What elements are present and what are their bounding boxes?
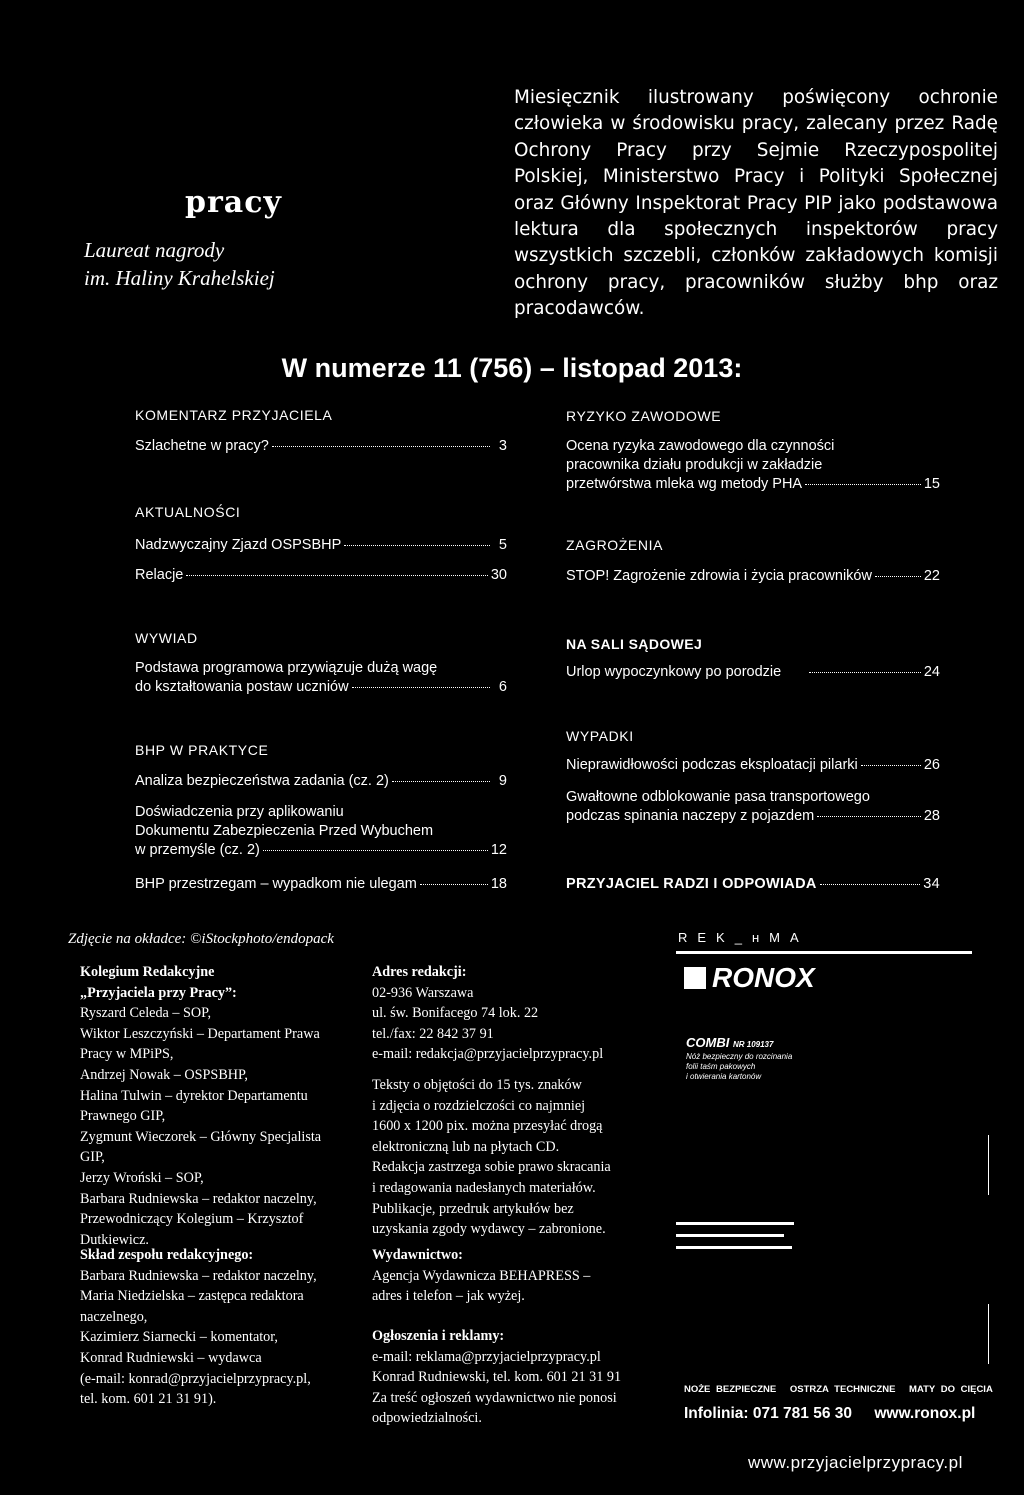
- advertising-line: odpowiedzialności.: [372, 1410, 482, 1427]
- editorial-team-heading: Skład zespołu redakcyjnego:: [80, 1247, 254, 1263]
- toc-item[interactable]: [135, 536, 507, 555]
- rules-line: 1600 x 1200 pix. można przesyłać drogą: [372, 1118, 603, 1135]
- award-note: [84, 236, 334, 292]
- toc-item-title: Relacje: [135, 567, 184, 583]
- team-line: Kazimierz Siarnecki – komentator,: [80, 1329, 278, 1346]
- product-description: [686, 1052, 792, 1082]
- board-line: GIP,: [80, 1149, 105, 1166]
- toc-item-page: 34: [923, 876, 940, 892]
- advertising-contact: [372, 1326, 652, 1429]
- toc-item-title: STOP! Zagrożenie zdrowia i życia pracowników: [566, 568, 872, 584]
- toc-item-title-line: Podstawa programowa przywiązuje dużą wagę: [135, 660, 438, 676]
- address-line: tel./fax: 22 842 37 91: [372, 1025, 494, 1042]
- address-line: ul. św. Bonifacego 74 lok. 22: [372, 1005, 539, 1022]
- publisher-heading: Wydawnictwo:: [372, 1247, 463, 1263]
- publisher: [372, 1245, 652, 1307]
- toc-item-page: 12: [490, 842, 507, 858]
- toc-item-title: Urlop wypoczynkowy po porodzie: [566, 664, 782, 680]
- ad-divider: [676, 951, 972, 954]
- ronox-logo: [684, 962, 815, 994]
- toc-item-page: 24: [923, 664, 940, 680]
- toc-item[interactable]: [566, 756, 940, 775]
- publisher-line: adres i telefon – jak wyżej.: [372, 1288, 525, 1305]
- board-line: Barbara Rudniewska – redaktor naczelny,: [80, 1190, 317, 1207]
- toc-item-title: Nieprawidłowości podczas eksploatacji pilarki: [566, 757, 858, 773]
- rules-line: Redakcja zastrzega sobie prawo skracania: [372, 1159, 611, 1176]
- section-bhp-w-praktyce: BHP W PRAKTYCE: [135, 742, 269, 758]
- ad-label: REK_ʜMA: [678, 930, 809, 945]
- board-line: Dutkiewicz.: [80, 1231, 149, 1248]
- ronox-brand: RONOX: [712, 962, 815, 993]
- toc-item-page: 15: [923, 476, 940, 492]
- magazine-website-link[interactable]: www.przyjacielprzypracy.pl: [748, 1453, 963, 1472]
- team-line: Konrad Rudniewski – wydawca: [80, 1349, 262, 1366]
- team-line: tel. kom. 601 21 31 91).: [80, 1391, 217, 1408]
- ad-frame-line: [988, 1304, 989, 1364]
- rules-line: elektroniczną lub na płytach CD.: [372, 1138, 560, 1155]
- toc-item[interactable]: [135, 437, 507, 456]
- product-desc-line: Nóż bezpieczny do rozcinania: [686, 1052, 793, 1061]
- board-line: Jerzy Wroński – SOP,: [80, 1169, 204, 1186]
- address-line: 02-936 Warszawa: [372, 984, 474, 1001]
- toc-item-title-line: podczas spinania naczepy z pojazdem: [566, 808, 815, 824]
- rules-line: i zdjęcia o rozdzielczości co najmniej: [372, 1097, 586, 1114]
- ad-tagline: [684, 1384, 1001, 1395]
- product-image-stripe: [676, 1234, 784, 1237]
- toc-item[interactable]: [135, 803, 507, 860]
- toc-item[interactable]: [135, 659, 507, 697]
- toc-item-title: BHP przestrzegam – wypadkom nie ulegam: [135, 876, 417, 892]
- toc-item[interactable]: [566, 788, 940, 826]
- section-aktualnosci: AKTUALNOŚCI: [135, 504, 241, 520]
- photo-credit: Zdjęcie na okładce: ©iStockphoto/endopack: [68, 931, 334, 947]
- magazine-description: Miesięcznik ilustrowany poświęcony ochronie człowieka w środowisku pracy, zalecany przez Radę Ochrony Pracy przy Sejmie Rzeczypospolitej Polskiej, Ministerstwo Pracy i Polityki Społecznej oraz Główny Inspektorat Pracy PIP jako podstawowa lektura dla społecznych inspektorów pracy wszystkich szczebli, członków zakładowych komisji ochrony pracy, pracowników służby bhp oraz pracodawców.: [514, 87, 998, 320]
- toc-item[interactable]: [566, 437, 940, 494]
- product-title: COMBI: [686, 1035, 730, 1050]
- submission-rules: [372, 1075, 652, 1240]
- advertising-line: Za treść ogłoszeń wydawnictwo nie ponosi: [372, 1389, 617, 1406]
- section-ryzyko: RYZYKO ZAWODOWE: [566, 408, 722, 424]
- rules-line: uzyskania zgody wydawcy – zabronione.: [372, 1221, 606, 1238]
- product-image-stripe: [676, 1246, 792, 1249]
- team-line: naczelnego,: [80, 1308, 148, 1325]
- board-line: Halina Tulwin – dyrektor Departamentu: [80, 1087, 308, 1104]
- toc-item[interactable]: [135, 772, 507, 791]
- address-heading: Adres redakcji:: [372, 964, 467, 980]
- ad-tag: NOŻE BEZPIECZNE: [684, 1384, 777, 1395]
- toc-item-page: 26: [923, 757, 940, 773]
- toc-item-page: 6: [498, 679, 507, 695]
- board-line: Ryszard Celeda – SOP,: [80, 1005, 212, 1022]
- toc-item[interactable]: [566, 567, 940, 586]
- address-line: e-mail: redakcja@przyjacielprzypracy.pl: [372, 1046, 604, 1063]
- toc-item-title-line: Dokumentu Zabezpieczenia Przed Wybuchem: [135, 823, 434, 839]
- rules-line: Teksty o objętości do 15 tys. znaków: [372, 1077, 582, 1093]
- toc-item-page: 3: [498, 438, 507, 454]
- logo-square-icon: [684, 967, 706, 989]
- board-line: Zygmunt Wieczorek – Główny Specjalista: [80, 1128, 322, 1145]
- ad-tag: MATY DO CIĘCIA: [909, 1384, 993, 1395]
- toc-item-title-line: Ocena ryzyka zawodowego dla czynności: [566, 438, 835, 454]
- toc-item-title: Analiza bezpieczeństwa zadania (cz. 2): [135, 773, 389, 789]
- toc-item[interactable]: [135, 566, 507, 585]
- toc-item-page: 22: [923, 568, 940, 584]
- toc-item-page: 28: [923, 808, 940, 824]
- editorial-address: [372, 962, 652, 1065]
- toc-item-page: 30: [490, 567, 507, 583]
- advertising-line: e-mail: reklama@przyjacielprzypracy.pl: [372, 1348, 601, 1365]
- editorial-board: [80, 962, 350, 1250]
- toc-item-title-line: do kształtowania postaw uczniów: [135, 679, 349, 695]
- toc-item-title: Nadzwyczajny Zjazd OSPSBHP: [135, 537, 342, 553]
- advertising-heading: Ogłoszenia i reklamy:: [372, 1328, 505, 1344]
- product-desc-line: i otwierania kartonów: [686, 1072, 762, 1081]
- board-line: Wiktor Leszczyński – Departament Prawa: [80, 1025, 320, 1042]
- toc-item-page: 5: [498, 537, 507, 553]
- toc-item-title-line: Gwałtowne odblokowanie pasa transportowego: [566, 789, 870, 805]
- team-line: Barbara Rudniewska – redaktor naczelny,: [80, 1267, 317, 1284]
- issue-title: W numerze 11 (756) – listopad 2013:: [281, 353, 743, 383]
- toc-item[interactable]: [135, 875, 507, 894]
- board-line: Andrzej Nowak – OSPSBHP,: [80, 1066, 248, 1083]
- editorial-team: [80, 1245, 350, 1410]
- editorial-board-subheading: „Przyjaciela przy Pracy”:: [80, 984, 237, 1001]
- publisher-line: Agencja Wydawnicza BEHAPRESS –: [372, 1267, 591, 1284]
- toc-item-page: 18: [490, 876, 507, 892]
- toc-item-title: Szlachetne w pracy?: [135, 438, 269, 454]
- ad-hotline: Infolinia: 071 781 56 30: [684, 1405, 853, 1422]
- toc-item-title: PRZYJACIEL RADZI I ODPOWIADA: [566, 876, 817, 892]
- board-line: Przewodniczący Kolegium – Krzysztof: [80, 1211, 304, 1228]
- toc-item-title-line: Doświadczenia przy aplikowaniu: [135, 804, 344, 820]
- board-line: Pracy w MPiPS,: [80, 1046, 174, 1063]
- section-zagrozenia: ZAGROŻENIA: [566, 537, 664, 553]
- toc-item[interactable]: [566, 875, 940, 894]
- toc-item-title-line: pracownika działu produkcji w zakładzie: [566, 457, 823, 473]
- section-wypadki: WYPADKI: [566, 728, 634, 744]
- section-na-sali-sadowej: NA SALI SĄDOWEJ: [566, 636, 703, 652]
- editorial-board-heading: Kolegium Redakcyjne: [80, 964, 215, 980]
- rules-line: Publikacje, przedruk artykułów bez: [372, 1200, 574, 1217]
- toc-item-title-line: przetwórstwa mleka wg metody PHA: [566, 476, 803, 492]
- team-line: Maria Niedzielska – zastępca redaktora: [80, 1288, 304, 1305]
- section-komentarz: KOMENTARZ PRZYJACIELA: [135, 407, 333, 423]
- award-line-1: Laureat nagrody: [84, 238, 225, 262]
- rules-line: i redagowania nadesłanych materiałów.: [372, 1179, 596, 1196]
- product-desc-line: folii taśm pakowych: [686, 1062, 756, 1071]
- toc-item-title-line: w przemyśle (cz. 2): [135, 842, 260, 858]
- ad-tag: OSTRZA TECHNICZNE: [789, 1384, 896, 1395]
- advertising-line: Konrad Rudniewski, tel. kom. 601 21 31 91: [372, 1369, 622, 1386]
- section-wywiad: WYWIAD: [135, 630, 198, 646]
- ad-frame-line: [988, 1135, 989, 1195]
- board-line: Prawnego GIP,: [80, 1108, 166, 1125]
- toc-item[interactable]: [566, 663, 940, 682]
- team-line: (e-mail: konrad@przyjacielprzypracy.pl,: [80, 1370, 311, 1387]
- toc-item-page: 9: [498, 773, 507, 789]
- award-line-2: im. Haliny Krahelskiej: [84, 266, 275, 290]
- product-number: NR 109137: [732, 1040, 774, 1049]
- ad-contact: [684, 1405, 993, 1423]
- product-image-stripe: [676, 1222, 794, 1225]
- product-name: [686, 1035, 773, 1050]
- ad-website-link[interactable]: www.ronox.pl: [874, 1405, 976, 1422]
- magazine-logo: pracy: [185, 185, 282, 220]
